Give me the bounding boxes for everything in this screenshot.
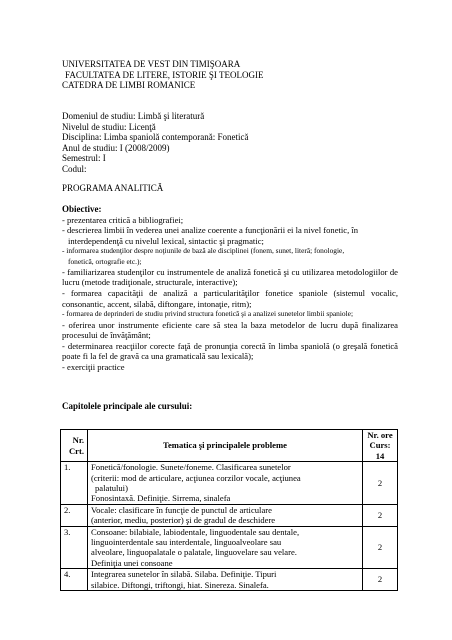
table-row — [61, 526, 398, 569]
course-code: Codul: — [62, 163, 87, 174]
objective-item: - familiarizarea studenţilor cu instrumentele de analiză fonetică şi cu utilizarea metodologiilor de lucru (metode tradiţionale, structurale, interactive); — [62, 266, 398, 288]
row-topic: Fonetică/fonologie. Sunete/foneme. Clasificarea sunetelor (criterii: mod de articulare, acţiunea corzilor vocale, acţiunea palatului) Fonosintaxă. Definiţie. Sirrema, sinalefa — [88, 462, 363, 505]
header-topic: Tematica şi principalele probleme — [88, 430, 363, 462]
objective-item: - exerciţii practice — [62, 361, 125, 372]
row-topic: Consoane: bilabiale, labiodentale, linguodentale sau dentale, linguointerdentale sau interdentale, linguoalveolare sau alveolare, linguopalatale o palatale, linguovelare sau velare. Definiţia unei consoane — [88, 526, 363, 569]
study-level: Nivelul de studiu: Licenţă — [62, 121, 156, 132]
row-hours: 2 — [363, 569, 398, 591]
syllabus-table — [60, 429, 398, 591]
university-name: UNIVERSITATEA DE VEST DIN TIMIŞOARA — [62, 59, 241, 69]
objectives-heading: Obiective: — [62, 204, 102, 214]
course-info — [62, 111, 248, 174]
faculty-name: FACULTATEA DE LITERE, ISTORIE ŞI TEOLOGIE — [65, 69, 264, 80]
institution-header — [62, 59, 263, 91]
header-hours: Nr. ore Curs: 14 — [363, 430, 398, 462]
study-domain: Domeniul de studiu: Limbă şi literatură — [62, 111, 205, 121]
objective-item: - formarea capacităţii de analiză a particularităţilor fonetice spaniole (sistemul vocalic, consonantic, accent, silabă, diftongare, intonaţie, ritm); — [62, 288, 398, 309]
row-number: 3. — [61, 526, 88, 569]
objective-item: - determinarea reacţiilor corecte faţă de pronunţia corectă în limba spaniolă (o greşală fonetică poate fi la fel de gravă ca una gramaticală sau lexicală); — [62, 340, 398, 362]
row-hours: 2 — [363, 526, 398, 569]
header-nr: Nr. Crt. — [61, 430, 88, 462]
study-year: Anul de studiu: I (2008/2009) — [62, 142, 170, 153]
department-name: CATEDRA DE LIMBI ROMANICE — [62, 80, 196, 90]
table-row — [61, 504, 398, 526]
objective-item: - formarea de deprinderi de studiu privind structura fonetică şi a analizei sunetelor limbii spaniole; — [62, 309, 354, 319]
row-topic: Integrarea sunetelor în silabă. Silaba. Definiţie. Tipuri silabice. Diftongi, triftongi, hiat. Sinereza. Sinalefa. — [88, 569, 363, 591]
row-number: 1. — [61, 462, 88, 505]
discipline: Disciplina: Limba spaniolă contemporană: Fonetică — [62, 132, 249, 142]
objectives-section — [62, 204, 398, 373]
objective-item: - informarea studenţilor despre noţiunile de bază ale disciplinei (fonem, sunet, literă; fonologie, fonetică, ortografie etc.); — [62, 246, 345, 266]
row-hours: 2 — [363, 462, 398, 505]
table-row — [61, 462, 398, 505]
objective-item: - prezentarea critică a bibliografiei; — [62, 214, 184, 225]
objective-item: - descrierea limbii în vederea unei analize coerente a funcţionării ei la nivel fonetic, în interdependenţă cu nivelul lexical, sintactic şi pragmatic; — [62, 225, 359, 246]
row-hours: 2 — [363, 504, 398, 526]
chapters-heading: Capitolele principale ale cursului: — [62, 401, 193, 411]
semester: Semestrul: I — [62, 153, 106, 163]
row-number: 2. — [61, 504, 88, 526]
table-header-row — [61, 430, 398, 462]
objective-item: - oferirea unor instrumente eficiente care să stea la baza metodelor de lucru după finalizarea procesului de învăţământ; — [62, 319, 398, 341]
row-topic: Vocale: clasificare în funcţie de punctul de articulare (anterior, mediu, posterior) şi de gradul de deschidere — [88, 504, 363, 526]
table-row — [61, 569, 398, 591]
row-number: 4. — [61, 569, 88, 591]
program-title: PROGRAMA ANALITICĂ — [62, 183, 164, 193]
